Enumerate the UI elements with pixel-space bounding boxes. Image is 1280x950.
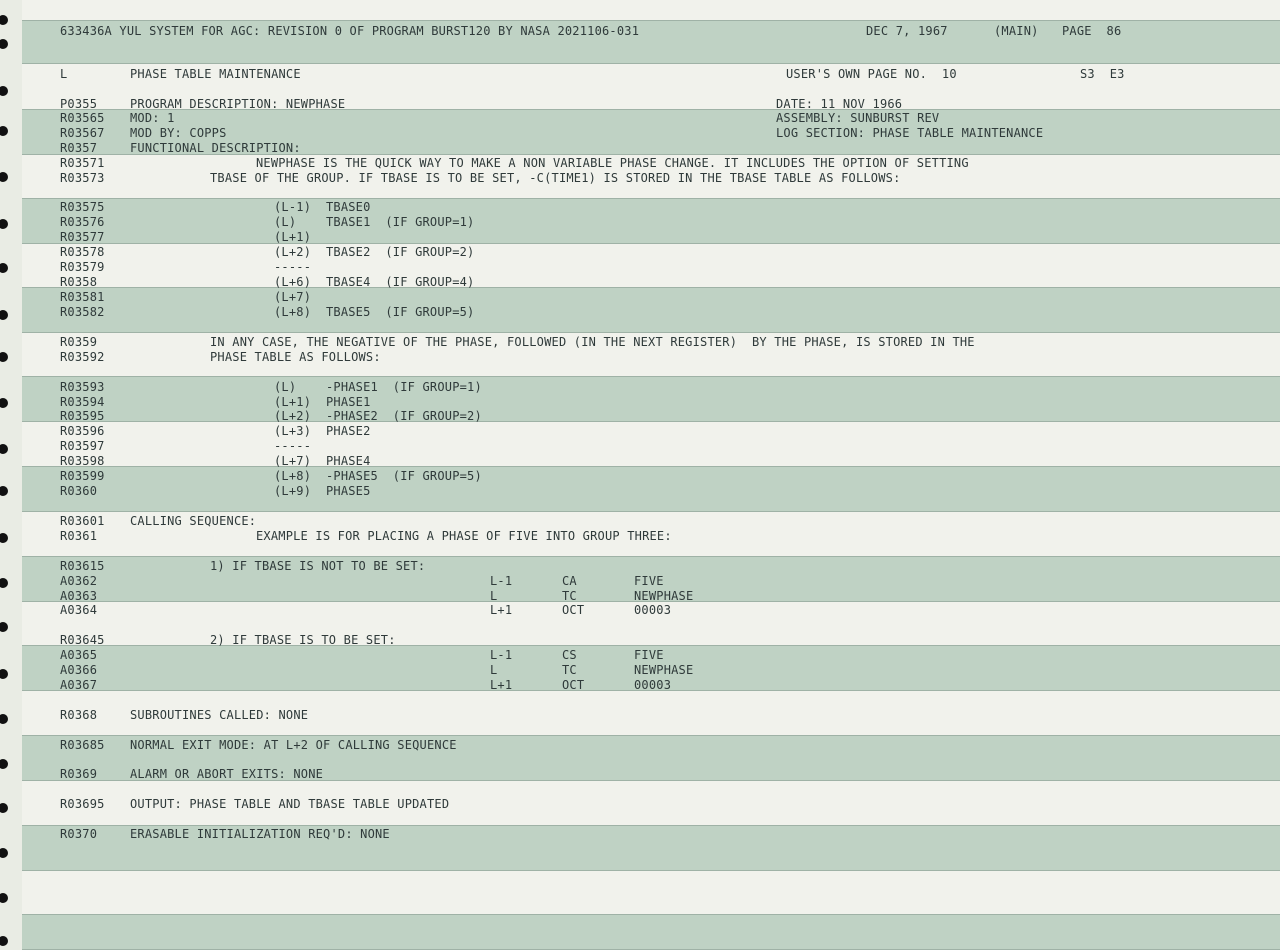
line-id: A0362 [60, 574, 98, 588]
line-id: R03593 [60, 380, 105, 394]
line-id: R03599 [60, 469, 105, 483]
info-right: LOG SECTION: PHASE TABLE MAINTENANCE [776, 126, 1044, 140]
tbase-line [22, 260, 1280, 275]
line-id: R0361 [60, 529, 98, 543]
header-main: (MAIN) [994, 24, 1039, 38]
tractor-feed-hole [0, 578, 8, 588]
line-id: R03645 [60, 633, 105, 647]
code-operand: 00003 [634, 678, 672, 692]
tbase-line [22, 215, 1280, 230]
line-id: R03595 [60, 409, 105, 423]
code-location: L [490, 663, 498, 677]
line-id: R03578 [60, 245, 105, 259]
line-id: A0366 [60, 663, 98, 677]
tractor-feed-hole [0, 39, 8, 49]
tbase-text: ----- [274, 260, 312, 274]
desc-line [22, 171, 1280, 186]
footer-line [22, 767, 1280, 782]
phase-text: (L+8) -PHASE5 (IF GROUP=5) [274, 469, 482, 483]
tractor-feed-hole [0, 310, 8, 320]
line-id: R03579 [60, 260, 105, 274]
code-location: L+1 [490, 603, 513, 617]
line-id: R03571 [60, 156, 105, 170]
footer-text: NORMAL EXIT MODE: AT L+2 OF CALLING SEQUENCE [130, 738, 457, 752]
tractor-feed-hole [0, 398, 8, 408]
calling-text: CALLING SEQUENCE: [130, 514, 257, 528]
code-operand: FIVE [634, 648, 664, 662]
tractor-feed-hole [0, 126, 8, 136]
line-id: R03577 [60, 230, 105, 244]
case-text: 1) IF TBASE IS NOT TO BE SET: [210, 559, 426, 573]
line-id: R03615 [60, 559, 105, 573]
line-id: R03594 [60, 395, 105, 409]
code-opcode: TC [562, 589, 577, 603]
desc2-text: IN ANY CASE, THE NEGATIVE OF THE PHASE, FOLLOWED (IN THE NEXT REGISTER) BY THE PHASE, IS STORED IN THE [210, 335, 975, 349]
phase-text: (L+3) PHASE2 [274, 424, 371, 438]
tractor-feed-hole [0, 803, 8, 813]
tractor-feed-hole [0, 15, 8, 25]
line-id: R03601 [60, 514, 105, 528]
line-id: R03576 [60, 215, 105, 229]
line-id: R03575 [60, 200, 105, 214]
tbase-line [22, 275, 1280, 290]
subheader-l: L [60, 67, 68, 81]
info-right: ASSEMBLY: SUNBURST REV [776, 111, 940, 125]
code-opcode: TC [562, 663, 577, 677]
tractor-feed-hole [0, 263, 8, 273]
phase-text: (L+2) -PHASE2 (IF GROUP=2) [274, 409, 482, 423]
footer-text: ALARM OR ABORT EXITS: NONE [130, 767, 324, 781]
calling-line [22, 529, 1280, 544]
line-id: A0364 [60, 603, 98, 617]
tractor-feed-hole [0, 622, 8, 632]
phase-line [22, 439, 1280, 454]
case-heading [22, 633, 1280, 648]
phase-text: (L+7) PHASE4 [274, 454, 371, 468]
footer-line [22, 738, 1280, 753]
line-id: R0360 [60, 484, 98, 498]
desc-line [22, 156, 1280, 171]
phase-line [22, 454, 1280, 469]
header-line [22, 24, 1280, 39]
tractor-feed-hole [0, 486, 8, 496]
tbase-line [22, 290, 1280, 305]
tractor-feed-hole [0, 86, 8, 96]
tractor-feed-hole [0, 352, 8, 362]
code-row [22, 603, 1280, 618]
line-id: R03582 [60, 305, 105, 319]
tbase-text: (L+7) [274, 290, 312, 304]
code-row [22, 678, 1280, 693]
phase-line [22, 380, 1280, 395]
info-line [22, 141, 1280, 156]
section-title: PHASE TABLE MAINTENANCE [130, 67, 301, 81]
line-id: R03598 [60, 454, 105, 468]
line-id: R0370 [60, 827, 98, 841]
tractor-feed-hole [0, 714, 8, 724]
footer-text: ERASABLE INITIALIZATION REQ'D: NONE [130, 827, 390, 841]
phase-text: (L) -PHASE1 (IF GROUP=1) [274, 380, 482, 394]
info-right: DATE: 11 NOV 1966 [776, 97, 903, 111]
line-id: A0365 [60, 648, 98, 662]
code-location: L [490, 589, 498, 603]
line-id: R03685 [60, 738, 105, 752]
footer-text: OUTPUT: PHASE TABLE AND TBASE TABLE UPDATED [130, 797, 450, 811]
info-left: MOD BY: COPPS [130, 126, 227, 140]
tbase-text: (L+2) TBASE2 (IF GROUP=2) [274, 245, 475, 259]
line-id: R03573 [60, 171, 105, 185]
case-text: 2) IF TBASE IS TO BE SET: [210, 633, 396, 647]
info-left: MOD: 1 [130, 111, 175, 125]
header-page: PAGE 86 [1062, 24, 1122, 38]
code-opcode: OCT [562, 603, 585, 617]
case-heading [22, 559, 1280, 574]
tractor-feed-hole [0, 893, 8, 903]
phase-text: (L+9) PHASE5 [274, 484, 371, 498]
code-opcode: CA [562, 574, 577, 588]
printout-page [22, 0, 1280, 948]
tractor-feed-hole [0, 759, 8, 769]
line-id: R03581 [60, 290, 105, 304]
code-location: L-1 [490, 648, 513, 662]
tbase-text: (L+8) TBASE5 (IF GROUP=5) [274, 305, 475, 319]
info-line [22, 97, 1280, 112]
tbase-line [22, 305, 1280, 320]
info-line [22, 111, 1280, 126]
code-opcode: CS [562, 648, 577, 662]
calling-text: EXAMPLE IS FOR PLACING A PHASE OF FIVE INTO GROUP THREE: [256, 529, 672, 543]
line-id: P0355 [60, 97, 98, 111]
line-id: R03567 [60, 126, 105, 140]
code-location: L+1 [490, 678, 513, 692]
code-row [22, 648, 1280, 663]
footer-text: SUBROUTINES CALLED: NONE [130, 708, 309, 722]
line-id: R0357 [60, 141, 98, 155]
line-id: R03596 [60, 424, 105, 438]
code-operand: NEWPHASE [634, 589, 694, 603]
code-operand: 00003 [634, 603, 672, 617]
code-opcode: OCT [562, 678, 585, 692]
code-operand: NEWPHASE [634, 663, 694, 677]
desc-text: TBASE OF THE GROUP. IF TBASE IS TO BE SET, -C(TIME1) IS STORED IN THE TBASE TABLE AS FOLLOWS: [210, 171, 901, 185]
tbase-line [22, 245, 1280, 260]
line-id: R0368 [60, 708, 98, 722]
phase-line [22, 409, 1280, 424]
line-id: R0359 [60, 335, 98, 349]
tbase-line [22, 230, 1280, 245]
line-id: R03565 [60, 111, 105, 125]
line-id: R03597 [60, 439, 105, 453]
info-left: PROGRAM DESCRIPTION: NEWPHASE [130, 97, 346, 111]
line-id: A0363 [60, 589, 98, 603]
tractor-feed-hole [0, 219, 8, 229]
subheader-line [22, 67, 1280, 82]
code-location: L-1 [490, 574, 513, 588]
code-row [22, 663, 1280, 678]
desc2-line [22, 350, 1280, 365]
header-title: 633436A YUL SYSTEM FOR AGC: REVISION 0 OF PROGRAM BURST120 BY NASA 2021106-031 [60, 24, 640, 38]
line-id: R0369 [60, 767, 98, 781]
info-line [22, 126, 1280, 141]
tbase-text: (L) TBASE1 (IF GROUP=1) [274, 215, 475, 229]
code-row [22, 574, 1280, 589]
code-row [22, 589, 1280, 604]
phase-line [22, 469, 1280, 484]
footer-line [22, 797, 1280, 812]
tbase-text: (L+6) TBASE4 (IF GROUP=4) [274, 275, 475, 289]
footer-line [22, 827, 1280, 842]
phase-line [22, 484, 1280, 499]
tractor-feed-hole [0, 172, 8, 182]
code-operand: FIVE [634, 574, 664, 588]
desc2-line [22, 335, 1280, 350]
tractor-feed-hole [0, 669, 8, 679]
tractor-feed-hole [0, 848, 8, 858]
phase-text: (L+1) PHASE1 [274, 395, 371, 409]
section-codes: S3 E3 [1080, 67, 1125, 81]
phase-line [22, 395, 1280, 410]
calling-line [22, 514, 1280, 529]
line-id: A0367 [60, 678, 98, 692]
line-id: R03592 [60, 350, 105, 364]
header-date: DEC 7, 1967 [866, 24, 948, 38]
phase-line [22, 424, 1280, 439]
desc-text: NEWPHASE IS THE QUICK WAY TO MAKE A NON VARIABLE PHASE CHANGE. IT INCLUDES THE OPTION OF SETTING [256, 156, 969, 170]
line-id: R0358 [60, 275, 98, 289]
line-id: R03695 [60, 797, 105, 811]
info-left: FUNCTIONAL DESCRIPTION: [130, 141, 301, 155]
green-band [22, 914, 1280, 950]
tractor-feed-hole [0, 533, 8, 543]
desc2-text: PHASE TABLE AS FOLLOWS: [210, 350, 381, 364]
tractor-feed-hole [0, 936, 8, 946]
phase-text: ----- [274, 439, 312, 453]
user-page-number: USER'S OWN PAGE NO. 10 [786, 67, 957, 81]
tractor-feed-hole [0, 444, 8, 454]
tbase-text: (L-1) TBASE0 [274, 200, 371, 214]
tbase-text: (L+1) [274, 230, 312, 244]
tbase-line [22, 200, 1280, 215]
footer-line [22, 708, 1280, 723]
